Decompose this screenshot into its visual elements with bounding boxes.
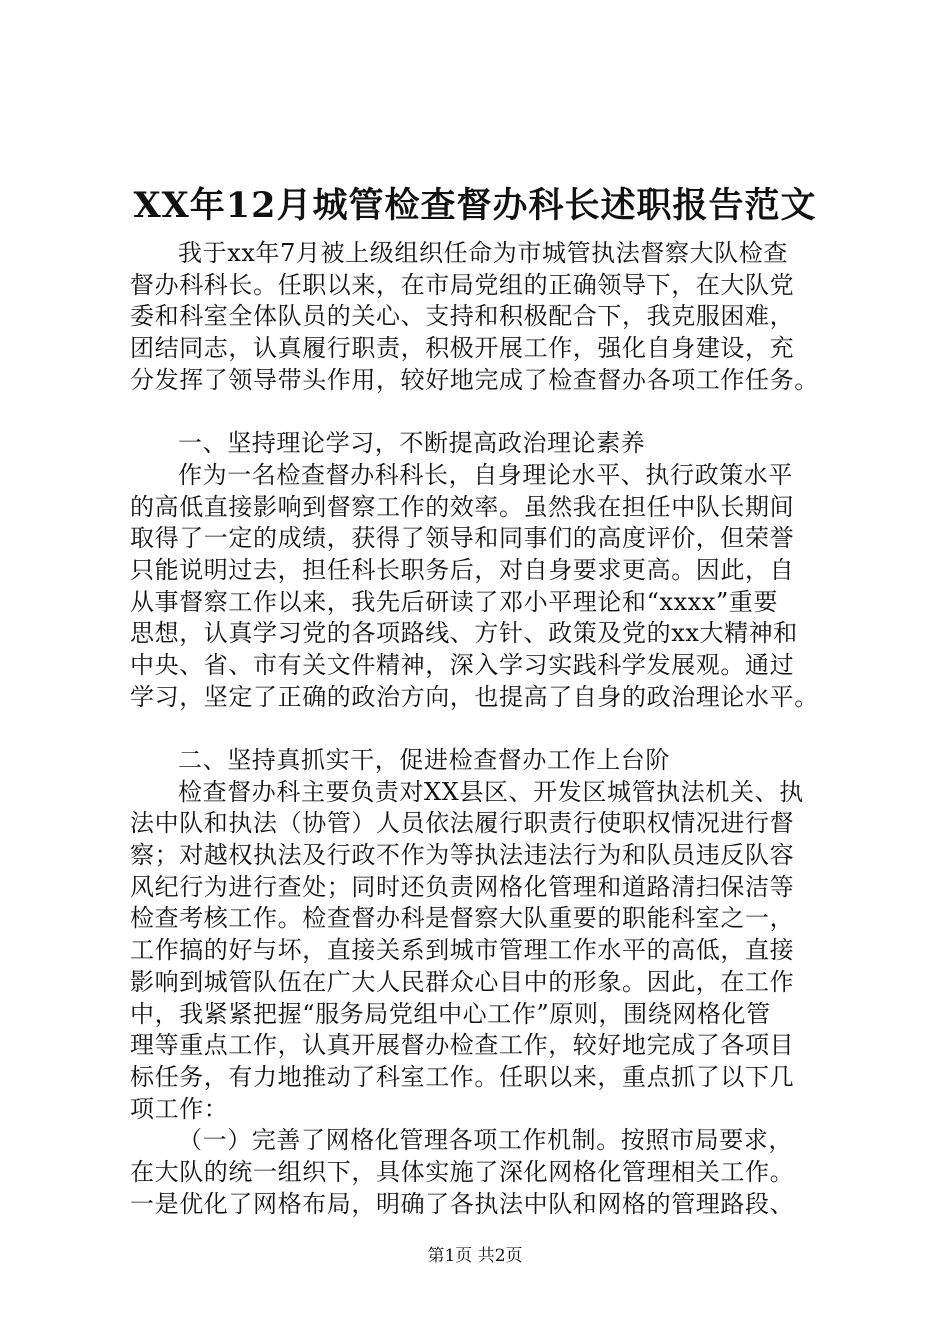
section2-line: 检查考核工作。检查督办科是督察大队重要的职能科室之一，: [130, 904, 795, 933]
section1-line: 只能说明过去，担任科长职务后，对自身要求更高。因此，自: [130, 555, 795, 584]
section-heading-1: 一、坚持理论学习，不断提高政治理论素养: [178, 429, 646, 458]
section2-line: 工作搞的好与坏，直接关系到城市管理工作水平的高低，直接: [130, 936, 795, 965]
section2-line: 风纪行为进行查处；同时还负责网格化管理和道路清扫保洁等: [130, 872, 795, 901]
section2-line: 标任务，有力地推动了科室工作。任职以来，重点抓了以下几: [130, 1062, 795, 1091]
section2-line: 项工作：: [130, 1094, 229, 1123]
intro-line: 分发挥了领导带头作用，较好地完成了检查督办各项工作任务。: [130, 365, 819, 394]
section2-line: 中，我紧紧把握“服务局党组中心工作”原则，围绕网格化管: [130, 999, 771, 1028]
subsection1-line: （一）完善了网格化管理各项工作机制。按照市局要求，: [178, 1126, 793, 1155]
document-body: [130, 238, 850, 1220]
intro-line: 督办科科长。任职以来，在市局党组的正确领导下，在大队党: [130, 270, 795, 299]
section1-line: 中央、省、市有关文件精神，深入学习实践科学发展观。通过: [130, 650, 795, 679]
section2-line: 检查督办科主要负责对XX县区、开发区城管执法机关、执: [178, 777, 804, 806]
intro-line: 我于xx年7月被上级组织任命为市城管执法督察大队检查: [178, 239, 788, 267]
section-heading-2: 二、坚持真抓实干，促进检查督办工作上台阶: [178, 746, 670, 774]
section1-line: 学习，坚定了正确的政治方向，也提高了自身的政治理论水平。: [130, 682, 819, 711]
section1-line: 从事督察工作以来，我先后研读了邓小平理论和“xxxx”重要: [130, 587, 779, 616]
page-footer: 第1页 共2页: [427, 1246, 523, 1266]
paragraph-gap: [130, 396, 850, 428]
subsection1-line: 一是优化了网格布局，明确了各执法中队和网格的管理路段、: [130, 1189, 795, 1218]
section2-line: 影响到城管队伍在广大人民群众心目中的形象。因此，在工作: [130, 967, 795, 996]
intro-line: 团结同志，认真履行职责，积极开展工作，强化自身建设，充: [130, 334, 795, 363]
intro-line: 委和科室全体队员的关心、支持和积极配合下，我克服困难，: [130, 302, 795, 331]
section1-line: 思想，认真学习党的各项路线、方针、政策及党的xx大精神和: [130, 619, 798, 648]
paragraph-gap: [130, 713, 850, 745]
section1-line: 取得了一定的成绩，获得了领导和同事们的高度评价，但荣誉: [130, 524, 795, 553]
subsection1-line: 在大队的统一组织下，具体实施了深化网格化管理相关工作。: [130, 1157, 795, 1186]
document-title: XX年12月城管检查督办科长述职报告范文: [133, 185, 817, 226]
section1-line: 的高低直接影响到督察工作的效率。虽然我在担任中队长期间: [130, 492, 795, 521]
section1-line: 作为一名检查督办科科长，自身理论水平、执行政策水平: [178, 460, 793, 489]
section2-line: 理等重点工作，认真开展督办检查工作，较好地完成了各项目: [130, 1031, 795, 1060]
section2-line: 法中队和执法（协管）人员依法履行职责行使职权情况进行督: [130, 809, 795, 838]
section2-line: 察；对越权执法及行政不作为等执法违法行为和队员违反队容: [130, 841, 795, 870]
